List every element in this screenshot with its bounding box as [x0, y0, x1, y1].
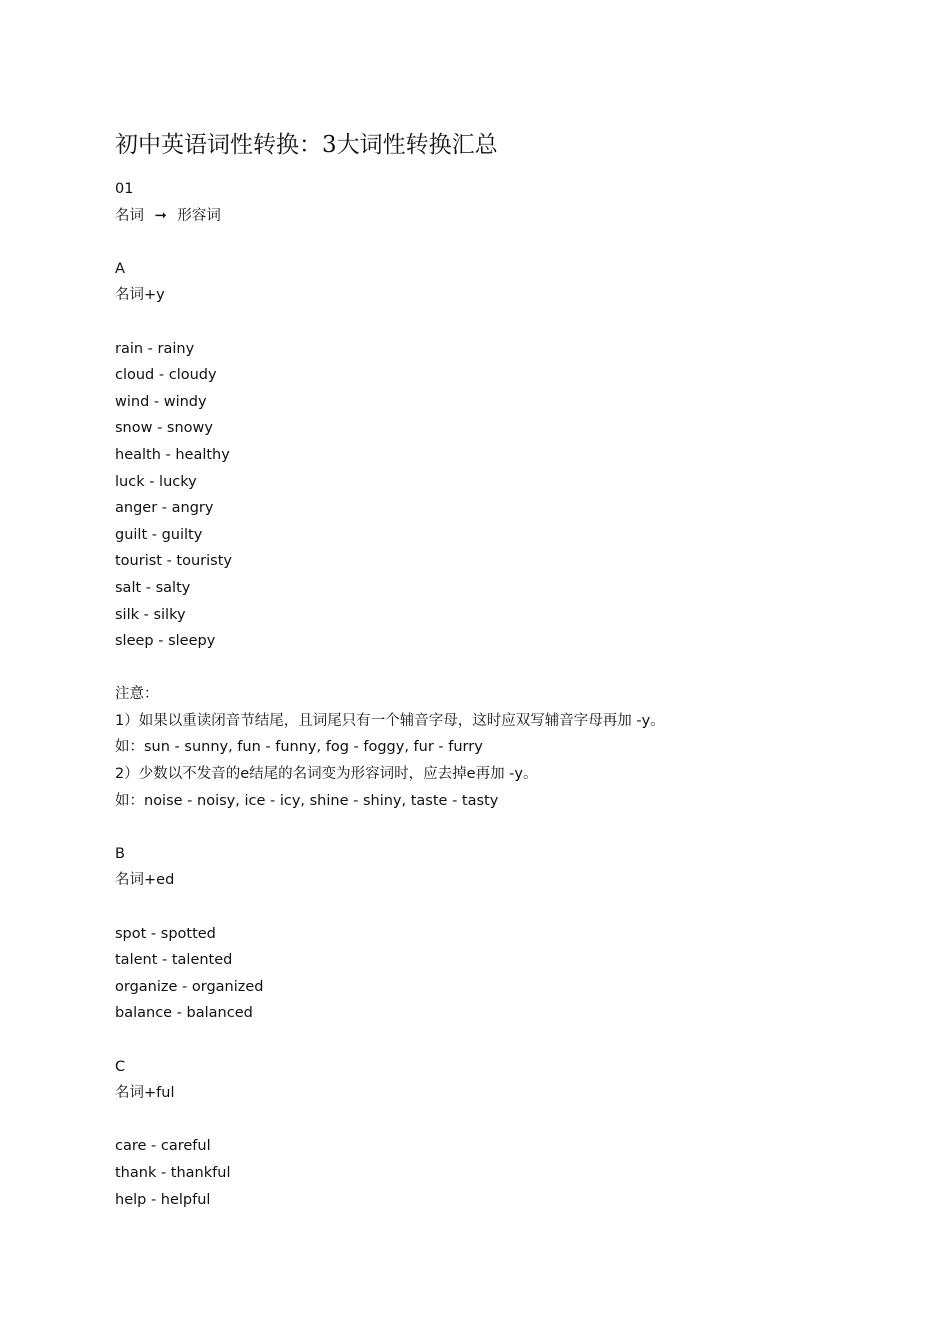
list-item: wind - windy [115, 393, 207, 410]
note-line: 2）少数以不发音的e结尾的名词变为形容词时，应去掉e再加 -y。 [115, 766, 538, 783]
spacer [115, 814, 895, 841]
list-item: sleep - sleepy [115, 633, 216, 650]
document-title: 初中英语词性转换：3大词性转换汇总 [115, 132, 498, 158]
list-item: salt - salty [115, 579, 191, 596]
spacer [115, 1107, 895, 1134]
section-to: 形容词 [177, 207, 221, 224]
part-c-letter: C [115, 1058, 126, 1075]
part-a-rule: 名词+y [115, 287, 165, 304]
spacer [115, 894, 895, 921]
list-item: balance - balanced [115, 1005, 253, 1022]
part-b-letter: B [115, 845, 125, 862]
spacer [115, 1027, 895, 1054]
spacer [115, 655, 895, 682]
list-item: guilt - guilty [115, 526, 203, 543]
list-item: rain - rainy [115, 340, 195, 357]
list-item: help - helpful [115, 1191, 211, 1208]
note-heading: 注意： [115, 686, 159, 703]
list-item: silk - silky [115, 606, 186, 623]
part-c-rule: 名词+ful [115, 1085, 175, 1102]
list-item: thank - thankful [115, 1164, 231, 1181]
note-line: 如：sun - sunny, fun - funny, fog - foggy, fur - furry [115, 739, 483, 756]
section-heading [115, 203, 895, 230]
part-b-rule: 名词+ed [115, 872, 175, 889]
document-page [115, 128, 895, 1213]
part-a-word-list [115, 336, 895, 655]
spacer [115, 309, 895, 336]
note-line: 1）如果以重读闭音节结尾，且词尾只有一个辅音字母，这时应双写辅音字母再加 -y。 [115, 712, 665, 729]
list-item: talent - talented [115, 952, 233, 969]
section-number: 01 [115, 181, 134, 197]
spacer [115, 229, 895, 256]
list-item: tourist - touristy [115, 553, 232, 570]
list-item: cloud - cloudy [115, 367, 217, 384]
note-line: 如：noise - noisy, ice - icy, shine - shiny, taste - tasty [115, 792, 499, 809]
list-item: spot - spotted [115, 925, 216, 942]
list-item: organize - organized [115, 978, 264, 995]
section-from: 名词 [115, 207, 144, 224]
part-b-word-list [115, 921, 895, 1027]
right-arrow-icon: ➞ [154, 207, 167, 224]
list-item: care - careful [115, 1138, 211, 1155]
part-c-word-list [115, 1133, 895, 1213]
list-item: snow - snowy [115, 420, 213, 437]
list-item: health - healthy [115, 446, 230, 463]
part-a-letter: A [115, 260, 125, 277]
list-item: luck - lucky [115, 473, 197, 490]
list-item: anger - angry [115, 500, 214, 517]
